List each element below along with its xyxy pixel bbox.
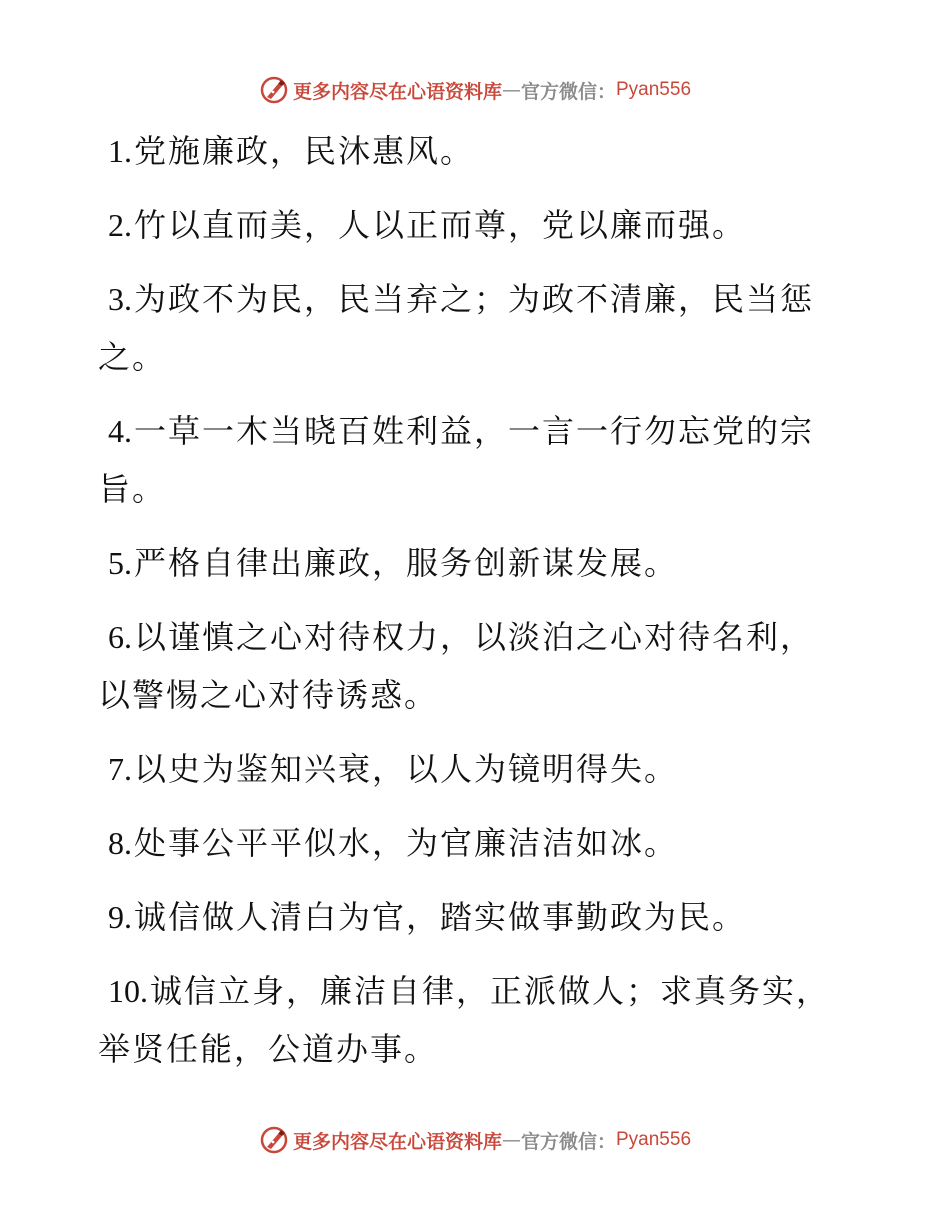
pen-nib-logo-icon xyxy=(259,75,289,105)
item-text: 竹以直而美，人以正而尊，党以廉而强。 xyxy=(134,206,747,244)
item-text: 党施廉政，民沐惠风。 xyxy=(134,132,475,170)
banner-separator: — xyxy=(501,1129,521,1151)
pen-nib-logo-icon xyxy=(259,1125,289,1155)
item-text: 处事公平平似水，为官廉洁洁如冰。 xyxy=(134,824,679,862)
item-number: 2. xyxy=(108,207,132,243)
banner-label: 官方微信： xyxy=(520,1130,616,1153)
list-item xyxy=(98,888,838,946)
item-text: 以史为鉴知兴衰，以人为镜明得失。 xyxy=(134,750,679,788)
item-number: 9. xyxy=(108,899,132,935)
list-item xyxy=(98,814,838,872)
item-number: 5. xyxy=(108,545,132,581)
item-text: 诚信做人清白为官，踏实做事勤政为民。 xyxy=(134,898,747,936)
banner-label: 官方微信： xyxy=(520,80,616,103)
list-item xyxy=(98,196,838,254)
header-banner xyxy=(0,70,950,110)
list-item xyxy=(98,608,838,724)
list-item xyxy=(98,534,838,592)
list-item xyxy=(98,402,838,518)
item-text: 为政不为民，民当弃之；为政不清廉，民当惩之。 xyxy=(98,280,815,376)
item-number: 1. xyxy=(108,133,132,169)
item-number: 8. xyxy=(108,825,132,861)
item-text: 以谨慎之心对待权力，以淡泊之心对待名利，以警惕之心对待诱惑。 xyxy=(98,618,815,714)
list-item xyxy=(98,122,838,180)
list-item xyxy=(98,740,838,798)
banner-main-text: 更多内容尽在心语资料库 xyxy=(292,80,502,103)
banner-wechat-id: Pyan556 xyxy=(616,79,692,100)
footer-banner xyxy=(0,1120,950,1160)
banner-main-text: 更多内容尽在心语资料库 xyxy=(292,1130,502,1153)
item-text: 严格自律出廉政，服务创新谋发展。 xyxy=(134,544,679,582)
list-item xyxy=(98,962,838,1078)
banner-separator: — xyxy=(501,79,521,101)
item-text: 诚信立身，廉洁自律，正派做人；求真务实，举贤任能，公道办事。 xyxy=(98,972,831,1068)
slogan-list xyxy=(98,122,838,1094)
item-number: 10. xyxy=(108,973,148,1009)
list-item xyxy=(98,270,838,386)
banner-wechat-id: Pyan556 xyxy=(616,1129,692,1150)
item-number: 7. xyxy=(108,751,132,787)
item-number: 3. xyxy=(108,281,132,317)
item-number: 6. xyxy=(108,619,132,655)
item-text: 一草一木当晓百姓利益，一言一行勿忘党的宗旨。 xyxy=(98,412,815,508)
item-number: 4. xyxy=(108,413,132,449)
